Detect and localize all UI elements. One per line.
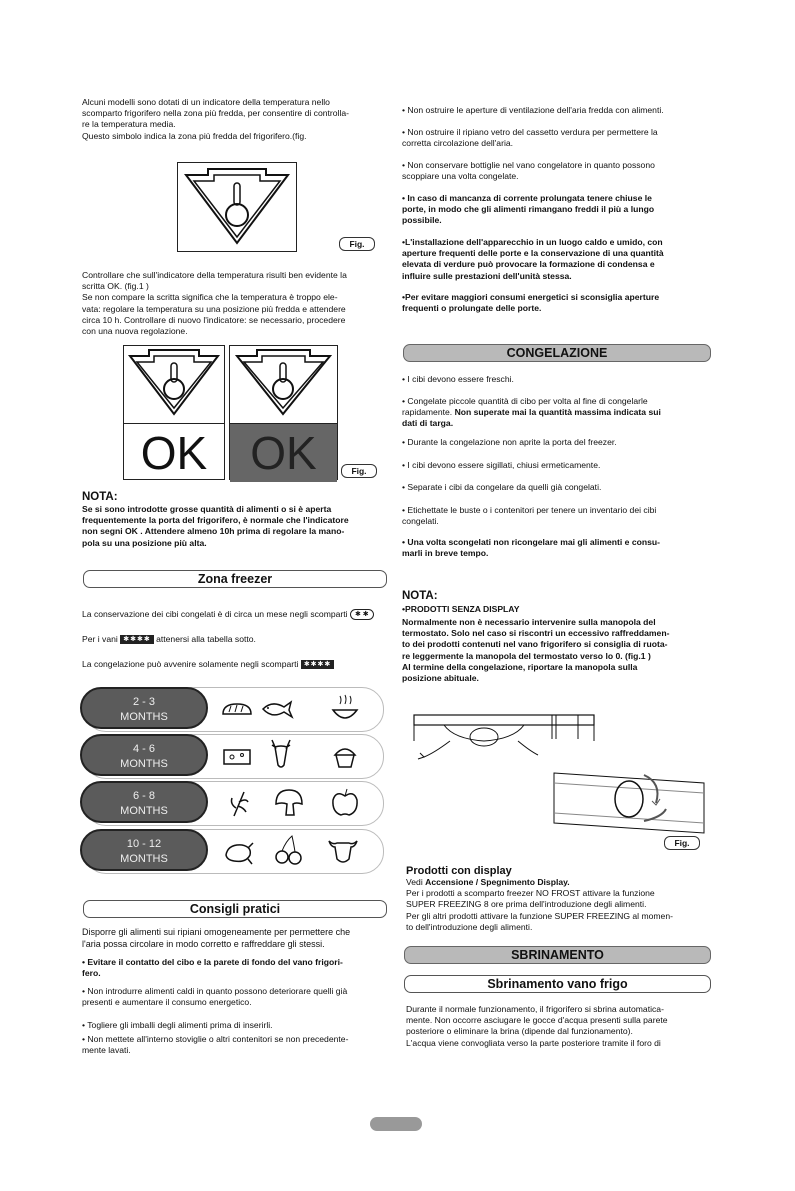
display-title: Prodotti con display bbox=[406, 865, 512, 877]
months-pill bbox=[80, 829, 208, 871]
cherries-icon bbox=[272, 833, 306, 867]
congelazione-header: CONGELAZIONE bbox=[403, 344, 711, 362]
nota-paragraph-right: Normalmente non è necessario intervenire sulla manopola del termostato. Solo nel caso si riscontri un eccessivo raffreddamen- to dei prodotti contenuti nel vano frigorifero si consiglia di ruota- re leggermente la manopola del termostato verso lo 0. (fig.1 ) Al termine della congelazione, riportare la manopola sulla posizione abituale. bbox=[402, 617, 670, 683]
cupcake-icon bbox=[328, 739, 362, 773]
consigli-pratici-header: Consigli pratici bbox=[83, 900, 387, 918]
ok-indicator-normal bbox=[123, 345, 225, 480]
cong-bullet-2-a: • Congelate piccole quantità di cibo per volta al fine di congelarle rapidamente. bbox=[402, 396, 648, 418]
bullet-bottles: • Non conservare bottiglie nel vano congelatore in quanto possono scoppiare una volta congelate. bbox=[402, 160, 655, 182]
fig-label: Fig. bbox=[664, 836, 700, 850]
freezer-line-3-text: La congelazione può avvenire solamente negli scomparti bbox=[82, 659, 299, 669]
freezer-line-3 bbox=[82, 659, 334, 670]
fig-label: Fig. bbox=[339, 237, 375, 251]
months-range: 10 - 12 bbox=[126, 838, 162, 850]
deer-icon bbox=[264, 737, 298, 771]
freezer-line-1-text: La conservazione dei cibi congelati è di circa un mese negli scomparti bbox=[82, 609, 348, 619]
bread-icon bbox=[220, 692, 254, 726]
control-paragraph: Controllare che sull'indicatore della temperatura risulti ben evidente la scritta OK. (fig.1 ) Se non compare la scritta significa che la temperatura è troppo ele- vata: regolare la temperatura su una posizione più fredda e attendere circa 10 h. Controllare di nuovo l'indicatore: se necessario, procedere con una nuova regolazione. bbox=[82, 270, 347, 336]
freezer-line-2-text-b: attenersi alla tabella sotto. bbox=[156, 634, 256, 644]
intro-paragraph: Alcuni modelli sono dotati di un indicatore della temperatura nello scomparto frigorifero nella zona più fredda, per consentire di controlla- re la temperatura media. Questo simbolo indica la zona più fredda del frigorifero.(fig. bbox=[82, 97, 350, 141]
months-range: 2 - 3 bbox=[132, 696, 155, 708]
cong-bullet-7: • Una volta scongelati non ricongelare mai gli alimenti e consu- marli in breve tempo. bbox=[402, 537, 661, 559]
nota-paragraph: Se si sono introdotte grosse quantità di alimenti o si è aperta frequentemente la porta del frigorifero, è normale che l'indicatore non segni OK . Attendere almeno 10h prima di regolare la mano- pola su una posizione più alta. bbox=[82, 504, 349, 548]
sbrinamento-paragraph: Durante il normale funzionamento, il frigorifero si sbrina automatica- mente. Non occorre asciugare le gocce d'acqua presenti sulla parete posteriore o eliminare la brina (dipende dal funzionamento). L'acqua viene convogliata verso la parte posteriore tramite il foro di bbox=[406, 1004, 668, 1048]
cong-bullet-2-b: Non superate mai la quantità massima indicata sui dati di targa. bbox=[402, 407, 661, 429]
bullet-ventilation: • Non ostruire le aperture di ventilazione dell'aria fredda con alimenti. bbox=[402, 105, 664, 115]
display-text-b: Accensione / Spegnimento Display. bbox=[425, 877, 570, 887]
two-star-badge: ✱ ✱ bbox=[350, 609, 374, 620]
apple-icon bbox=[328, 786, 362, 820]
cheese-icon bbox=[220, 739, 254, 773]
months-unit: MONTHS bbox=[120, 711, 168, 723]
cong-bullet-4: • I cibi devono essere sigillati, chiusi ermeticamente. bbox=[402, 460, 601, 470]
ok-text-dark: OK bbox=[230, 423, 337, 482]
months-unit: MONTHS bbox=[120, 758, 168, 770]
consigli-p2: • Evitare il contatto del cibo e la parete di fondo del vano frigori- fero. bbox=[82, 957, 343, 979]
display-paragraph bbox=[406, 877, 718, 933]
thermostat-figure bbox=[404, 713, 710, 851]
months-range: 4 - 6 bbox=[132, 743, 155, 755]
nota-subtitle: •PRODOTTI SENZA DISPLAY bbox=[402, 604, 520, 614]
four-star-badge: ✱✱✱✱ bbox=[301, 660, 334, 669]
cold-zone-symbol-icon bbox=[178, 163, 296, 251]
four-star-badge: ✱✱✱✱ bbox=[120, 635, 153, 644]
cong-bullet-3: • Durante la congelazione non aprite la porta del freezer. bbox=[402, 437, 617, 447]
page-number-badge bbox=[370, 1117, 422, 1131]
freezer-line-1 bbox=[82, 609, 374, 620]
display-text-c: Per i prodotti a scomparto freezer NO FROST attivare la funzione SUPER FREEZING 8 ore prima dell'introduzione degli alimenti. Per gli altri prodotti attivare la funzione SUPER FREEZING al momen- to dell'introduzione degli alimenti. bbox=[406, 888, 673, 932]
cong-bullet-5: • Separate i cibi da congelare da quelli già congelati. bbox=[402, 482, 602, 492]
consigli-p3: • Non introdurre alimenti caldi in quanto possono deteriorare quelli già presenti e aumentare il consumo energetico. bbox=[82, 986, 348, 1008]
wheat-icon bbox=[222, 786, 256, 820]
soup-bowl-icon bbox=[328, 692, 362, 726]
cong-bullet-2 bbox=[402, 396, 712, 430]
ok-text: OK bbox=[124, 423, 224, 482]
thermostat-knob-illustration-icon bbox=[404, 713, 710, 851]
nota-title-right: NOTA: bbox=[402, 590, 438, 602]
mushroom-icon bbox=[272, 786, 306, 820]
consigli-p4: • Togliere gli imballi degli alimenti prima di inserirli. bbox=[82, 1020, 273, 1030]
nota-title: NOTA: bbox=[82, 491, 118, 503]
months-pill bbox=[80, 687, 208, 729]
months-pill bbox=[80, 734, 208, 776]
sbrinamento-header: SBRINAMENTO bbox=[404, 946, 711, 964]
cow-icon bbox=[326, 833, 360, 867]
consigli-p1: Disporre gli alimenti sui ripiani omogeneamente per permettere che l'aria possa circolare in modo corretto e raffreddare gli stessi. bbox=[82, 927, 351, 949]
ok-indicator-dark bbox=[229, 345, 338, 480]
bullet-installation: •L'installazione dell'apparecchio in un luogo caldo e umido, con aperture frequenti delle porte e la conservazione di una quantità elevata di verdure può provocare la formazione di condensa e influire sulle prestazioni dell'unità stessa. bbox=[402, 237, 664, 281]
months-range: 6 - 8 bbox=[132, 790, 155, 802]
sbrinamento-frigo-header: Sbrinamento vano frigo bbox=[404, 975, 711, 993]
cong-bullet-6: • Etichettate le buste o i contenitori per tenere un inventario dei cibi congelati. bbox=[402, 505, 657, 527]
months-unit: MONTHS bbox=[120, 853, 168, 865]
freezer-line-2-text-a: Per i vani bbox=[82, 634, 118, 644]
fig-label: Fig. bbox=[341, 464, 377, 478]
display-text-a: Vedi bbox=[406, 877, 426, 887]
chicken-icon bbox=[222, 835, 256, 869]
freezer-line-2 bbox=[82, 634, 256, 645]
bullet-energy: •Per evitare maggiori consumi energetici si sconsiglia aperture frequenti o prolungate delle porte. bbox=[402, 292, 660, 314]
cong-bullet-1: • I cibi devono essere freschi. bbox=[402, 374, 514, 384]
cold-zone-symbol-icon bbox=[124, 346, 224, 420]
months-pill bbox=[80, 781, 208, 823]
temperature-symbol-figure bbox=[177, 162, 297, 252]
months-unit: MONTHS bbox=[120, 805, 168, 817]
bullet-glass-shelf: • Non ostruire il ripiano vetro del cassetto verdura per permettere la corretta circolazione dell'aria. bbox=[402, 127, 658, 149]
consigli-p5: • Non mettete all'interno stoviglie o altri contenitori se non precedente- mente lavati. bbox=[82, 1034, 349, 1056]
zona-freezer-header: Zona freezer bbox=[83, 570, 387, 588]
cold-zone-symbol-icon bbox=[230, 346, 337, 420]
fish-icon bbox=[260, 692, 294, 726]
bullet-power-cut: • In caso di mancanza di corrente prolungata tenere chiuse le porte, in modo che gli alimenti rimangano freddi il più a lungo possibile. bbox=[402, 193, 655, 226]
